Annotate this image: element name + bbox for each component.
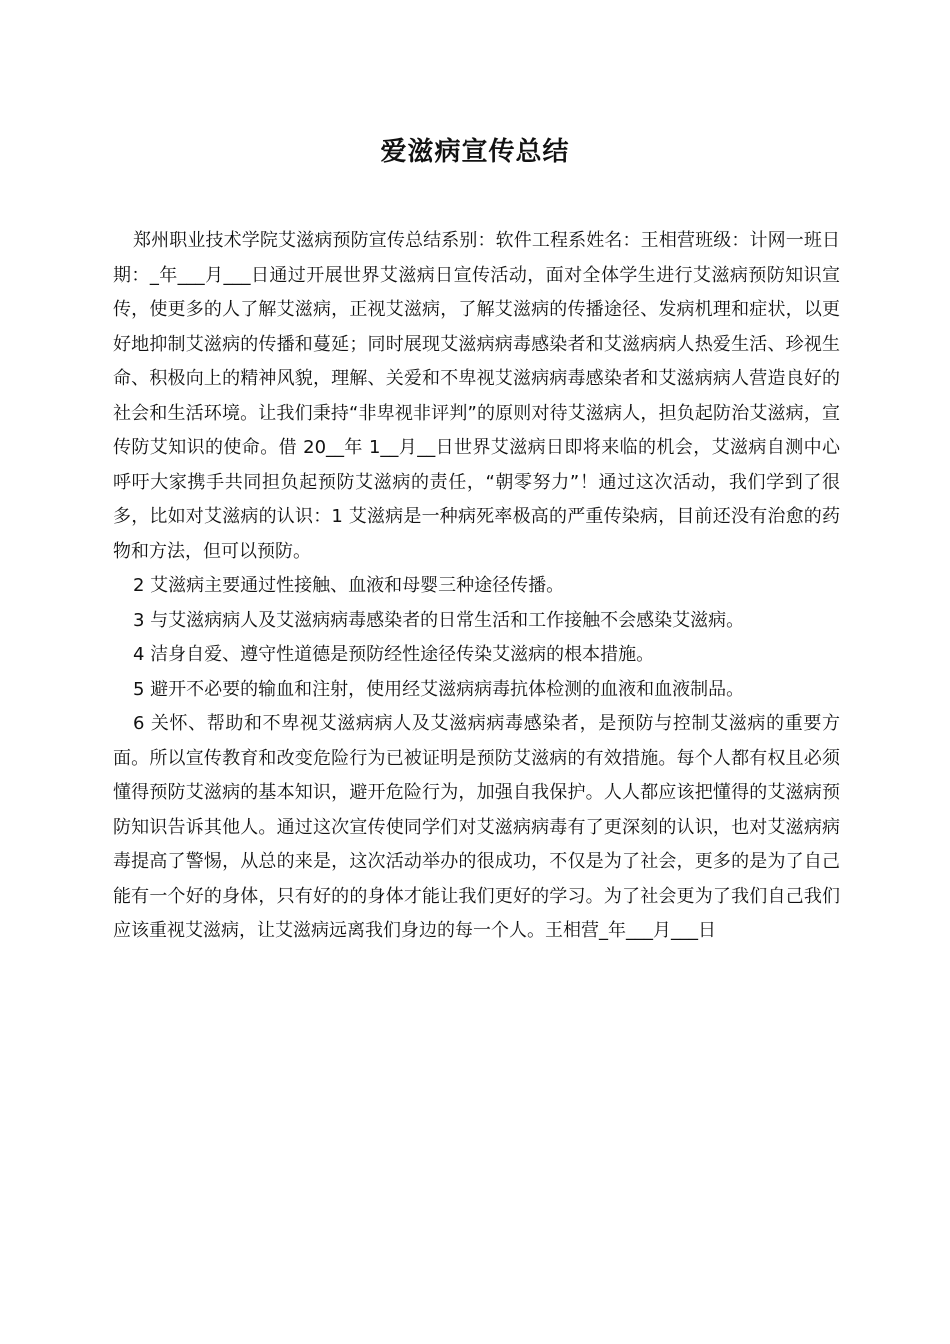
paragraph-point-5: 5 避开不必要的输血和注射，使用经艾滋病病毒抗体检测的血液和血液制品。 (133, 678, 745, 700)
paragraph-point-3: 3 与艾滋病病人及艾滋病病毒感染者的日常生活和工作接触不会感染艾滋病。 (133, 609, 745, 631)
paragraph-intro: 郑州职业技术学院艾滋病预防宣传总结系别：软件工程系姓名：王相营班级：计网一班日期：_年___月___日通过开展世界艾滋病日宣传活动，面对全体学生进行艾滋病预防知识宣传，使更多的人了解艾滋病，正视艾滋病，了解艾滋病的传播途径、发病机理和症状，以更好地抑制艾滋病的传播和蔓延；同时展现艾滋病病毒感染者和艾滋病病人热爱生活、珍视生命、积极向上的精神风貌，理解、关爱和不卑视艾滋病病毒感染者和艾滋病病人营造良好的社会和生活环境。让我们秉持“非卑视非评判”的原则对待艾滋病人，担负起防治艾滋病，宣传防艾知识的使命。借 20__年 1__月__日世界艾滋病日即将来临的机会，艾滋病自测中心呼吁大家携手共同担负起预防艾滋病的责任，“朝零努力”！通过这次活动，我们学到了很多，比如对艾滋病的认识：1 艾滋病是一种病死率极高的严重传染病，目前还没有治愈的药物和方法，但可以预防。 (113, 230, 840, 562)
document-title: 爱滋病宣传总结 (380, 137, 570, 167)
paragraph-point-4: 4 洁身自爱、遵守性道德是预防经性途径传染艾滋病的根本措施。 (133, 644, 655, 665)
paragraph-point-6-conclusion: 6 关怀、帮助和不卑视艾滋病病人及艾滋病病毒感染者，是预防与控制艾滋病的重要方面。所以宣传教育和改变危险行为已被证明是预防艾滋病的有效措施。每个人都有权且必须懂得预防艾滋病的基本知识，避开危险行为，加强自我保护。人人都应该把懂得的艾滋病预防知识告诉其他人。通过这次宣传使同学们对艾滋病病毒有了更深刻的认识，也对艾滋病病毒提高了警惕，从总的来是，这次活动举办的很成功，不仅是为了社会，更多的是为了自己能有一个好的身体，只有好的的身体才能让我们更好的学习。为了社会更为了我们自己我们应该重视艾滋病，让艾滋病远离我们身边的每一个人。王相营_年___月___日 (113, 713, 840, 941)
document-body (113, 224, 840, 949)
paragraph-point-2: 2 艾滋病主要通过性接触、血液和母婴三种途径传播。 (133, 575, 565, 596)
